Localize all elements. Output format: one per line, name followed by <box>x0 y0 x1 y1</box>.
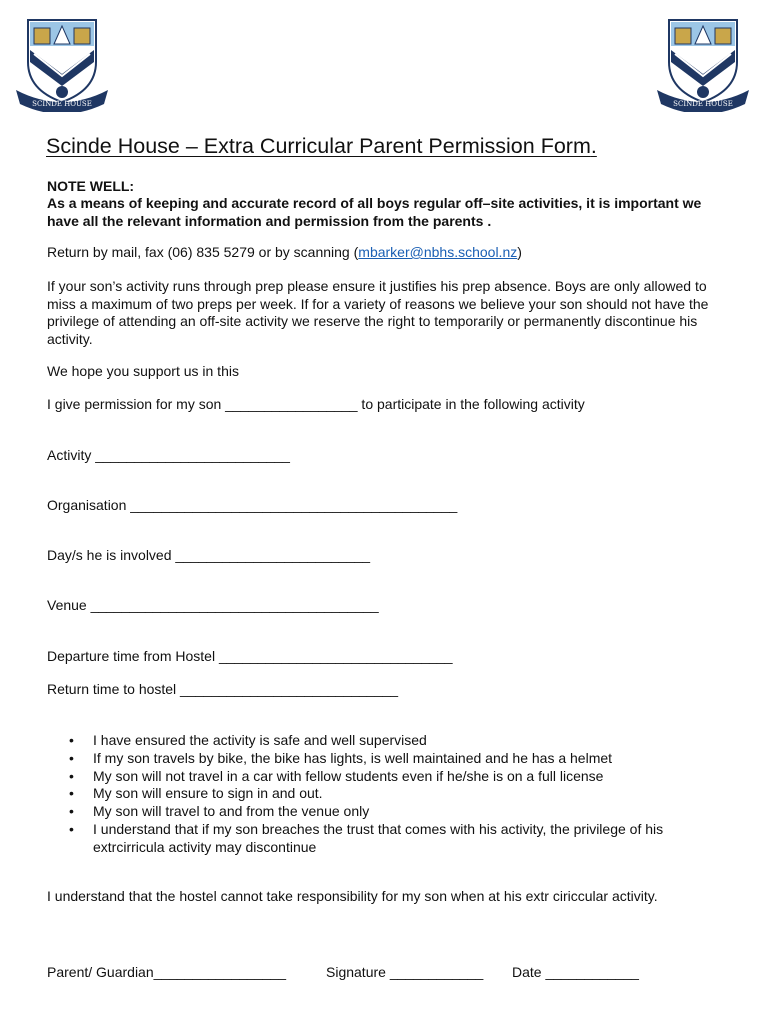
return-instructions <box>47 244 522 262</box>
condition-item: • I understand that if my son breaches the trust that comes with his activity, the privilege of his extrcirricula activity may discontinue <box>47 821 727 857</box>
prep-paragraph: If your son’s activity runs through prep please ensure it justifies his prep absence. Boys are only allowed to miss a maximum of two preps per week. If for a variety of reasons we believe your son should not have the privilege of attending an off-site activity we reserve the right to temporarily or permanently discontinue his activity. <box>47 278 709 347</box>
school-crest-right <box>655 14 751 112</box>
return-suffix: ) <box>517 244 522 260</box>
note-heading: NOTE WELL: <box>47 178 135 194</box>
organisation-field: Organisation __________________________________________ <box>47 497 458 513</box>
condition-item: • If my son travels by bike, the bike has lights, is well maintained and he has a helmet <box>47 750 727 768</box>
permission-line: I give permission for my son _________________ to participate in the following activity <box>47 396 585 412</box>
crest-motto-text: SCINDE HOUSE <box>32 100 92 108</box>
activity-field: Activity _________________________ <box>47 447 290 463</box>
venue-field: Venue _____________________________________ <box>47 597 379 613</box>
date-field: Date ____________ <box>512 964 639 980</box>
crest-motto-text: SCINDE HOUSE <box>673 100 733 108</box>
condition-item: • My son will not travel in a car with fellow students even if he/she is on a full license <box>47 768 727 786</box>
days-involved-field: Day/s he is involved _________________________ <box>47 547 371 563</box>
return-time-field: Return time to hostel ____________________________ <box>47 681 399 697</box>
return-prefix: Return by mail, fax (06) 835 5279 or by scanning ( <box>47 244 359 260</box>
signature-field: Signature ____________ <box>326 964 484 980</box>
email-link[interactable]: mbarker@nbhs.school.nz <box>358 244 518 260</box>
condition-item: • My son will ensure to sign in and out. <box>47 785 727 803</box>
note-body: As a means of keeping and accurate record of all boys regular off–site activities, it is important we have all the relevant information and permission from the parents . <box>47 195 702 229</box>
form-title-text: Scinde House – Extra Curricular Parent Permission Form <box>46 134 591 158</box>
responsibility-line: I understand that the hostel cannot take responsibility for my son when at his extr ciriccular activity. <box>47 888 658 904</box>
form-title-period: . <box>590 134 597 158</box>
form-title <box>46 134 597 159</box>
condition-item: • I have ensured the activity is safe and well supervised <box>47 732 727 750</box>
departure-time-field: Departure time from Hostel ______________________________ <box>47 648 453 664</box>
support-line: We hope you support us in this <box>47 363 239 379</box>
conditions-list <box>47 732 727 857</box>
school-crest-left <box>14 14 110 112</box>
parent-guardian-field: Parent/ Guardian_________________ <box>47 964 286 980</box>
condition-item: • My son will travel to and from the venue only <box>47 803 727 821</box>
